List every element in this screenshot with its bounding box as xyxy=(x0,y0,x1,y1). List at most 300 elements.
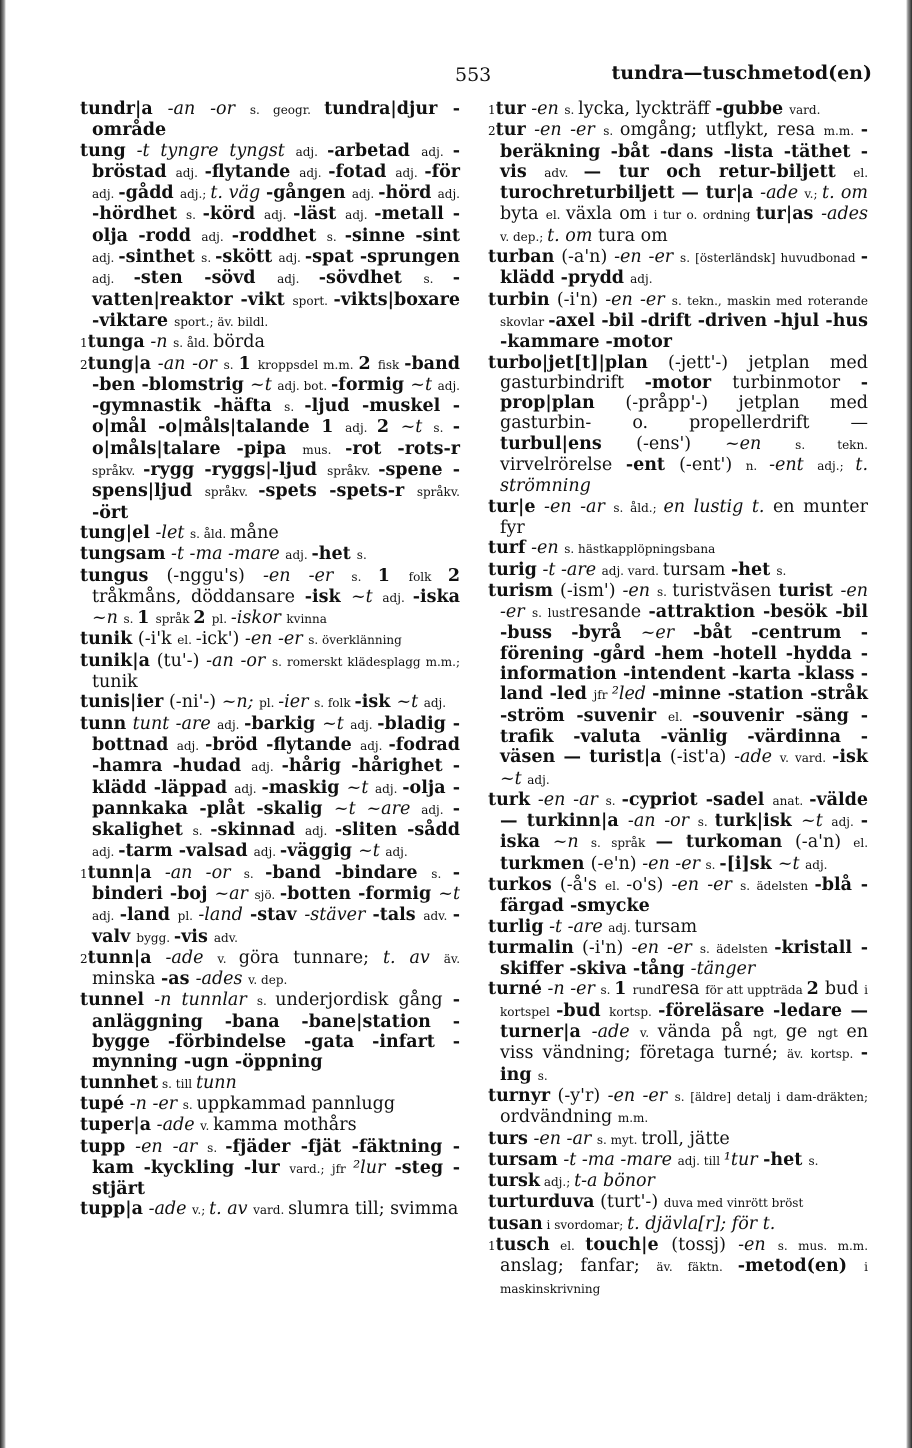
entry-segment: -ade xyxy=(143,1199,193,1220)
entry-segment: s. xyxy=(185,208,203,223)
dictionary-entry xyxy=(488,560,868,581)
entry-segment: -fotad xyxy=(328,161,396,182)
entry-segment: pl. xyxy=(259,696,279,711)
dictionary-entry xyxy=(80,523,460,544)
entry-segment: (-i'n) xyxy=(573,937,632,958)
entry-segment: adj. xyxy=(92,845,119,860)
entry-segment: adj. xyxy=(805,857,828,872)
entry-segment: s. xyxy=(433,421,453,436)
entry-segment: adj. xyxy=(299,165,329,180)
entry-segment: tur xyxy=(495,120,526,141)
dictionary-entry xyxy=(488,875,868,917)
entry-segment: — tur och retur-biljett xyxy=(583,161,854,182)
entry-segment: ~n xyxy=(552,832,591,853)
entry-segment: (-ist'a) xyxy=(669,747,735,768)
entry-segment: -vis xyxy=(173,926,214,947)
entry-segment: -iskor xyxy=(230,608,287,629)
dictionary-entry xyxy=(80,692,460,713)
entry-segment: (-nggu's) xyxy=(148,565,263,586)
entry-segment: adj. xyxy=(234,781,262,796)
entry-segment: -binderi -boj xyxy=(92,862,460,904)
entry-segment: v. xyxy=(200,1119,214,1134)
entry-segment: t. av xyxy=(382,947,444,968)
entry-segment: -en -ar xyxy=(527,1128,597,1149)
entry-segment: adj. xyxy=(423,696,447,711)
entry-segment: turnyr xyxy=(488,1085,551,1106)
entry-segment: -för xyxy=(424,161,461,182)
entry-segment: el. xyxy=(177,633,196,648)
entry-segment: -n -er xyxy=(541,979,601,1000)
entry-segment: v. vard. xyxy=(779,751,833,766)
entry-segment: -en -ar xyxy=(530,789,606,810)
entry-segment: tursam xyxy=(634,916,698,937)
entry-segment: v. xyxy=(639,1026,658,1041)
entry-segment: (-ens') xyxy=(636,433,725,454)
entry-segment: turmalin xyxy=(488,937,574,958)
entry-segment: adj. xyxy=(251,760,282,775)
entry-segment: jfr xyxy=(593,688,612,703)
entry-segment: s. till xyxy=(158,1076,196,1091)
entry-segment: 1 xyxy=(488,1239,496,1254)
entry-segment: -an -or xyxy=(151,353,224,374)
entry-segment: (-å's xyxy=(551,874,606,895)
entry-segment: -gubbe xyxy=(715,99,790,119)
entry-segment: adj. xyxy=(92,272,134,287)
entry-segment: rund xyxy=(632,983,662,998)
entry-segment: 2 xyxy=(80,357,88,372)
entry-segment: s. xyxy=(356,548,367,563)
entry-segment: 2 xyxy=(376,417,401,438)
entry-segment: t. väg xyxy=(210,183,266,204)
entry-segment: -föreläsare -ledare — turner|a xyxy=(500,1000,868,1043)
entry-segment: adj.; xyxy=(817,459,856,474)
entry-segment: -kristall -skiffer -skiva -tång xyxy=(500,937,868,980)
entry-segment: -motor xyxy=(644,372,733,393)
entry-segment: (-ni'-) xyxy=(163,692,222,713)
entry-segment: -roddhet xyxy=(231,225,327,246)
entry-segment: -sinthet xyxy=(118,247,202,268)
entry-segment: (-a'n) xyxy=(554,247,615,268)
entry-segment: s. myt. xyxy=(596,1132,642,1147)
entry-segment: språk xyxy=(155,612,194,627)
entry-segment: turlig xyxy=(488,916,544,937)
entry-segment: -hördhet xyxy=(92,204,186,225)
entry-segment: i svordomar; xyxy=(542,1217,628,1232)
entry-segment: -land xyxy=(119,905,178,926)
entry-segment: -cypriot -sadel xyxy=(621,789,773,810)
entry-segment: -isk xyxy=(354,692,397,713)
dictionary-entry xyxy=(80,354,460,523)
entry-segment: växla om xyxy=(565,204,654,225)
right-column xyxy=(488,99,868,1299)
entry-segment: -bladig -bottnad xyxy=(92,713,461,755)
entry-segment: tundra|djur -område xyxy=(92,99,460,141)
entry-segment: turig xyxy=(488,559,537,580)
entry-segment: -tarm -valsad xyxy=(118,841,254,862)
entry-segment: omgång; utflykt, resa xyxy=(619,120,824,141)
entry-segment: -ier xyxy=(278,692,315,713)
entry-segment: -iska xyxy=(412,586,460,607)
entry-segment: -ades xyxy=(821,204,868,225)
entry-segment: -ade xyxy=(591,1022,640,1043)
entry-segment: tupp xyxy=(80,1136,126,1157)
entry-segment: s. tekn. xyxy=(795,437,868,452)
entry-segment: -het xyxy=(311,544,357,565)
entry-segment: turkmen xyxy=(500,853,591,874)
entry-segment: (-ent') xyxy=(679,455,746,476)
entry-segment: adj. xyxy=(360,738,389,753)
entry-segment: tusch xyxy=(495,1235,550,1256)
entry-segment: sjö. xyxy=(254,887,280,902)
entry-segment: turkos xyxy=(488,874,552,895)
entry-segment: el. xyxy=(605,878,627,893)
entry-segment: ~n xyxy=(92,608,124,629)
entry-segment: tunnhet xyxy=(80,1072,159,1093)
dictionary-entry xyxy=(488,938,868,980)
dictionary-entry xyxy=(488,1214,868,1235)
entry-segment: -t -ma -mare xyxy=(165,544,286,565)
entry-segment: (-e'n) xyxy=(590,853,643,874)
entry-segment: touch|e xyxy=(585,1235,672,1256)
entry-segment: turbo|jet[t]|plan xyxy=(488,352,648,373)
entry-segment: ~t ~are xyxy=(333,798,422,819)
entry-segment: -ade xyxy=(760,183,805,204)
entry-segment: s. ädelsten xyxy=(699,941,775,956)
entry-segment: t. strömning xyxy=(500,455,869,497)
entry-segment: 1 xyxy=(137,608,156,629)
dictionary-entry xyxy=(80,629,460,650)
entry-segment: -axel -bil -drift -driven -hjul -hus -kammare -motor xyxy=(500,310,868,353)
entry-segment: adj. vard. xyxy=(601,563,663,578)
entry-segment: adj. xyxy=(375,781,403,796)
entry-segment: -n -er xyxy=(124,1093,183,1114)
entry-segment: -ade xyxy=(151,947,218,968)
entry-segment: tura om xyxy=(597,225,668,246)
entry-segment: ge xyxy=(785,1022,818,1043)
entry-segment: (tossj) xyxy=(671,1235,739,1256)
entry-segment: -en -ar xyxy=(535,496,614,517)
entry-segment: v.; xyxy=(192,1203,210,1218)
entry-segment: s. xyxy=(423,272,453,287)
entry-segment: tursam xyxy=(662,559,732,580)
entry-segment: (-i'n) xyxy=(549,289,606,310)
entry-segment: -klädd -prydd xyxy=(500,247,868,289)
dictionary-entry xyxy=(488,917,868,938)
entry-segment: (turt'-) xyxy=(594,1192,664,1213)
entry-segment: ~t xyxy=(396,692,424,713)
entry-segment: -en -er xyxy=(500,580,868,623)
entry-segment: -beräkning -båt -dans -lista -täthet -vis xyxy=(500,120,869,182)
dictionary-entry xyxy=(80,948,460,991)
entry-segment: s. [äldre] detalj i dam-dräkten; xyxy=(674,1089,868,1104)
entry-segment: m.m. xyxy=(617,1111,649,1126)
entry-segment: s. folk xyxy=(314,696,355,711)
entry-segment: ~er xyxy=(640,623,693,644)
entry-segment: slumra till; svimma xyxy=(288,1199,459,1220)
entry-segment: -t -are xyxy=(536,559,602,580)
entry-segment: -het xyxy=(763,1149,809,1170)
entry-segment: s. ädelsten xyxy=(740,878,815,893)
entry-segment: s. xyxy=(657,584,673,599)
entry-segment: -steg -stjärt xyxy=(92,1157,460,1200)
entry-segment: -an -or xyxy=(151,862,244,883)
entry-segment: tur xyxy=(495,99,526,119)
entry-segment: 2 xyxy=(193,608,212,629)
entry-segment: -ade xyxy=(151,1115,201,1136)
entry-segment: fisk xyxy=(377,357,405,372)
entry-segment: -band -bindare xyxy=(265,862,432,883)
entry-segment: -land xyxy=(198,905,250,926)
entry-segment: -isk xyxy=(304,586,351,607)
entry-segment: -skött xyxy=(215,247,279,268)
entry-segment: -spets -spets-r xyxy=(258,481,417,502)
entry-segment: -stav xyxy=(249,905,305,926)
entry-segment: -gådd xyxy=(118,183,180,204)
entry-segment: -attraktion -besök -bil -buss -byrå xyxy=(500,602,868,644)
entry-segment: -skalighet xyxy=(92,798,461,841)
entry-segment: adj. xyxy=(385,845,408,860)
entry-segment: -t -are xyxy=(543,916,609,937)
entry-segment: -ade xyxy=(734,747,780,768)
dictionary-entry xyxy=(488,581,868,790)
entry-segment: tupé xyxy=(80,1093,125,1114)
entry-segment: el. xyxy=(667,709,693,724)
entry-segment: tråkmåns, döddansare xyxy=(92,586,305,607)
entry-segment: s. xyxy=(326,229,345,244)
dictionary-entry xyxy=(80,990,460,1072)
entry-segment: äv. fäktn. xyxy=(656,1260,738,1275)
entry-segment: anslag; fanfar; xyxy=(500,1256,657,1277)
entry-segment: turné xyxy=(488,979,542,1000)
entry-segment: -stäver xyxy=(304,905,373,926)
entry-segment: -o's) xyxy=(626,874,672,895)
dictionary-entry xyxy=(80,141,460,333)
entry-segment: s. xyxy=(537,1068,548,1083)
entry-segment: s. geogr. xyxy=(249,103,325,117)
entry-segment: -ent xyxy=(769,455,818,476)
entry-segment: -arbetad xyxy=(327,140,422,161)
entry-segment: ~ar xyxy=(214,883,255,904)
entry-segment: el. xyxy=(545,208,566,223)
entry-segment: äv. xyxy=(443,951,461,966)
entry-segment: 2 xyxy=(358,353,378,374)
entry-segment: tupp|a xyxy=(80,1199,143,1220)
entry-segment: -en -er xyxy=(244,629,309,650)
entry-segment: -rygg -ryggs|-ljud xyxy=(143,460,328,481)
entry-segment: s. mus. m.m. xyxy=(777,1239,869,1254)
entry-segment: (-a'n) xyxy=(794,832,854,853)
entry-segment: s. xyxy=(431,866,453,881)
entry-segment: -t tyngre tyngst xyxy=(125,140,296,161)
entry-segment: -an -or xyxy=(627,811,698,832)
entry-segment: adj. xyxy=(630,272,653,287)
entry-segment: -n xyxy=(144,332,174,353)
entry-segment: adj. xyxy=(176,738,206,753)
entry-segment: s. romerskt klädesplagg m.m.; xyxy=(272,654,460,669)
entry-segment: -souvenir -säng -trafik -valuta -vänlig -värdinna -väsen — turist|a xyxy=(500,705,868,768)
entry-segment: adj. xyxy=(277,272,319,287)
entry-segment: 2 xyxy=(447,565,460,586)
entry-segment: turk xyxy=(488,789,531,810)
dictionary-entry xyxy=(488,99,868,120)
entry-segment: adj. xyxy=(437,187,460,202)
entry-segment: -tals xyxy=(372,905,424,926)
dictionary-entry xyxy=(488,1192,868,1213)
entry-segment: (-pråpp'-) jetplan med gasturbin- o. propellerdrift — xyxy=(500,393,868,434)
entry-segment: ²lur xyxy=(353,1157,395,1178)
entry-segment: (-i'k xyxy=(132,629,178,650)
entry-segment: språkv. xyxy=(92,464,144,479)
entry-segment: pl. xyxy=(211,612,231,627)
entry-segment: adj. xyxy=(278,251,305,266)
entry-segment: s. xyxy=(605,793,622,808)
entry-segment: s. åld. xyxy=(173,336,214,351)
entry-segment: adj. xyxy=(92,251,119,266)
entry-segment: s. överklänning xyxy=(308,633,402,648)
dictionary-entry xyxy=(80,863,460,948)
dictionary-entry xyxy=(488,1129,868,1150)
entry-segment: — turkoman xyxy=(655,832,795,853)
entry-segment: tur|e xyxy=(488,496,536,517)
entry-segment: s. xyxy=(705,857,720,872)
entry-segment: n. xyxy=(745,459,770,474)
left-edge-shadow xyxy=(0,0,6,1448)
entry-segment: -sövdhet xyxy=(318,268,424,289)
entry-segment: -vatten|reaktor -vikt xyxy=(92,268,461,310)
entry-segment: s. lust xyxy=(532,606,571,621)
entry-segment: turism xyxy=(488,580,554,601)
entry-segment: turistväsen xyxy=(672,580,779,601)
entry-segment: 1 xyxy=(377,565,409,586)
entry-segment: tung|el xyxy=(80,522,150,543)
entry-segment: vard. xyxy=(789,103,821,117)
entry-segment: -väggig xyxy=(279,841,359,862)
entry-segment: tursk xyxy=(488,1171,541,1192)
entry-segment: s. xyxy=(564,103,579,117)
dictionary-entry xyxy=(80,1073,460,1094)
entry-segment: tusan xyxy=(488,1213,543,1234)
entry-segment: resande xyxy=(570,602,649,623)
entry-segment: adj. xyxy=(264,208,294,223)
running-head: tundra—tuschmetod(en) xyxy=(611,62,872,84)
entry-segment: s. xyxy=(600,983,615,998)
entry-segment: -valv xyxy=(92,905,460,947)
dictionary-entry xyxy=(80,544,460,565)
dictionary-entry xyxy=(488,538,868,559)
entry-segment: mus. xyxy=(302,442,346,457)
entry-segment: -sten -sövd xyxy=(133,268,278,289)
entry-segment: adj. xyxy=(175,165,205,180)
entry-segment: v. xyxy=(217,951,239,966)
entry-segment: 1 xyxy=(614,979,633,1000)
entry-segment: börda xyxy=(213,332,265,353)
dictionary-entry xyxy=(80,1094,460,1115)
entry-segment: -let xyxy=(149,522,190,543)
entry-segment: ~t xyxy=(346,777,376,798)
dictionary-entry xyxy=(488,120,868,247)
entry-segment: adj. bot. xyxy=(277,378,332,393)
entry-segment: -het xyxy=(731,559,777,580)
entry-segment: t-a bönor xyxy=(574,1171,655,1192)
entry-segment: en lustig t. xyxy=(663,496,773,517)
dictionary-entry xyxy=(80,99,460,141)
entry-segment: ~t xyxy=(410,374,438,395)
entry-segment: -blå -färgad -smycke xyxy=(500,874,869,917)
dictionary-entry xyxy=(488,497,868,539)
entry-segment: adj. xyxy=(304,824,335,839)
entry-segment: minska xyxy=(92,969,162,990)
entry-segment: -botten -formig xyxy=(279,883,439,904)
entry-segment: -bröstad xyxy=(92,140,461,182)
dictionary-entry xyxy=(80,1199,460,1220)
entry-segment: s. xyxy=(284,400,305,415)
entry-segment: adj. xyxy=(201,229,232,244)
entry-segment: (tu'-) xyxy=(150,650,207,671)
entry-segment: vard. xyxy=(253,1203,289,1218)
entry-segment: -bud xyxy=(556,1000,610,1021)
entry-segment: -gången xyxy=(265,183,352,204)
entry-segment: -metod(en) xyxy=(737,1256,865,1277)
entry-segment: s. [österländsk] huvudbonad xyxy=(680,251,861,266)
entry-segment: t. om xyxy=(547,225,598,246)
entry-segment: bygg. xyxy=(136,930,174,945)
entry-segment: tungsam xyxy=(80,544,166,565)
dictionary-entry xyxy=(80,1137,460,1200)
entry-segment: -ades xyxy=(195,969,249,990)
entry-segment: -en xyxy=(738,1235,778,1256)
entry-segment: adj. xyxy=(395,165,425,180)
dictionary-entry xyxy=(488,1235,868,1299)
entry-segment: adj. xyxy=(351,187,379,202)
entry-segment: sport. xyxy=(292,293,334,308)
entry-segment: -rot -rots-r xyxy=(345,438,460,459)
entry-segment: kroppsdel m.m. xyxy=(257,357,359,372)
entry-segment: -ent xyxy=(625,455,680,476)
page-number: 553 xyxy=(455,64,492,86)
entry-segment: s. xyxy=(243,866,266,881)
entry-segment: -metall -olja -rodd xyxy=(92,204,460,246)
entry-segment: el. xyxy=(853,836,869,851)
entry-segment: tungus xyxy=(80,565,149,586)
entry-segment: -en -er xyxy=(262,565,352,586)
entry-segment: adj. xyxy=(421,144,453,159)
entry-segment: tunik|a xyxy=(80,650,151,671)
entry-segment: -t -ma -mare xyxy=(557,1149,678,1170)
dictionary-entry xyxy=(80,1115,460,1136)
entry-segment: -iska xyxy=(500,811,869,853)
entry-segment: vända på xyxy=(657,1022,754,1043)
entry-segment: s. xyxy=(256,994,276,1009)
entry-segment: -hörd xyxy=(378,183,438,204)
entry-segment: tung xyxy=(80,140,126,161)
entry-segment: troll, jätte xyxy=(641,1128,730,1149)
entry-segment: -fodrad -hamra -hudad xyxy=(92,734,460,777)
entry-segment: vard.; jfr xyxy=(289,1161,354,1176)
entry-segment: ~n; xyxy=(221,692,260,713)
entry-segment: v. dep. xyxy=(248,973,288,988)
entry-segment: tunik xyxy=(80,629,133,650)
entry-segment: -as xyxy=(161,969,196,990)
entry-segment: turbul|ens xyxy=(500,433,637,454)
entry-segment: -spat -sprungen xyxy=(304,247,461,268)
entry-segment: turf xyxy=(488,538,526,559)
entry-segment: -barkig xyxy=(244,713,323,734)
entry-segment: s. åld.; xyxy=(613,500,664,515)
entry-segment: s. språk xyxy=(590,836,656,851)
entry-segment: v. dep.; xyxy=(500,229,548,244)
entry-segment: -band -ben -blomstrig xyxy=(92,353,460,395)
left-column xyxy=(80,99,460,1221)
